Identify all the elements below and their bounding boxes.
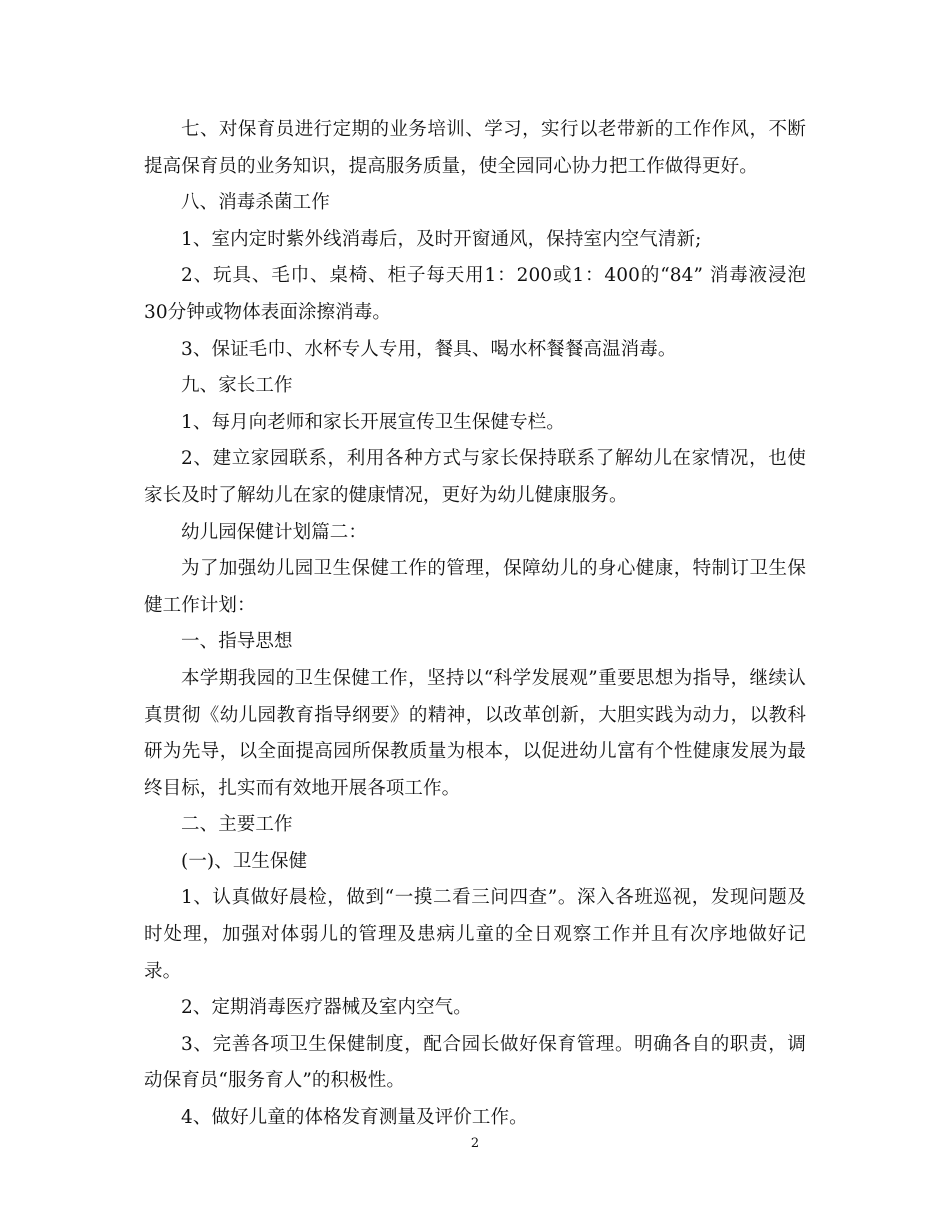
paragraph: 2、玩具、毛巾、桌椅、柜子每天用1：200或1：400的“84” 消毒液浸泡30分钟或物体表面涂擦消毒。 <box>144 265 806 323</box>
paragraph: 为了加强幼儿园卫生保健工作的管理，保障幼儿的身心健康，特制订卫生保健工作计划： <box>144 558 806 616</box>
section-heading: 一、指导思想 <box>181 631 293 653</box>
section-title: 幼儿园保健计划篇二： <box>181 521 368 543</box>
section-heading: 八、消毒杀菌工作 <box>181 192 330 214</box>
paragraph: 4、做好儿童的体格发育测量及评价工作。 <box>181 1107 528 1129</box>
paragraph: 3、保证毛巾、水杯专人专用，餐具、喝水杯餐餐高温消毒。 <box>181 338 677 360</box>
subsection-heading: (一)、卫生保健 <box>181 850 308 872</box>
paragraph: 1、室内定时紫外线消毒后，及时开窗通风，保持室内空气清新; <box>181 228 702 250</box>
document-body <box>144 112 806 1137</box>
section-heading: 九、家长工作 <box>181 375 293 397</box>
paragraph: 七、对保育员进行定期的业务培训、学习，实行以老带新的工作作风，不断提高保育员的业务知识，提高服务质量，使全园同心协力把工作做得更好。 <box>144 119 806 177</box>
paragraph: 3、完善各项卫生保健制度，配合园长做好保育管理。明确各自的职责，调动保育员“服务育人”的积极性。 <box>144 1033 806 1092</box>
paragraph: 本学期我园的卫生保健工作，坚持以“科学发展观”重要思想为指导，继续认真贯彻《幼儿园教育指导纲要》的精神，以改革创新，大胆实践为动力，以教科研为先导，以全面提高园所保教质量为根本，以促进幼儿富有个性健康发展为最终目标，扎实而有效地开展各项工作。 <box>144 667 806 799</box>
paragraph: 1、每月向老师和家长开展宣传卫生保健专栏。 <box>181 411 565 433</box>
page-number: 2 <box>470 1136 480 1151</box>
paragraph: 1、认真做好晨检，做到“一摸二看三问四查”。深入各班巡视，发现问题及时处理，加强对体弱儿的管理及患病儿童的全日观察工作并且有次序地做好记录。 <box>144 887 806 982</box>
paragraph: 2、定期消毒医疗器械及室内空气。 <box>181 997 472 1019</box>
paragraph: 2、建立家园联系，利用各种方式与家长保持联系了解幼儿在家情况，也使家长及时了解幼儿在家的健康情况，更好为幼儿健康服务。 <box>144 448 806 506</box>
section-heading: 二、主要工作 <box>181 814 293 836</box>
